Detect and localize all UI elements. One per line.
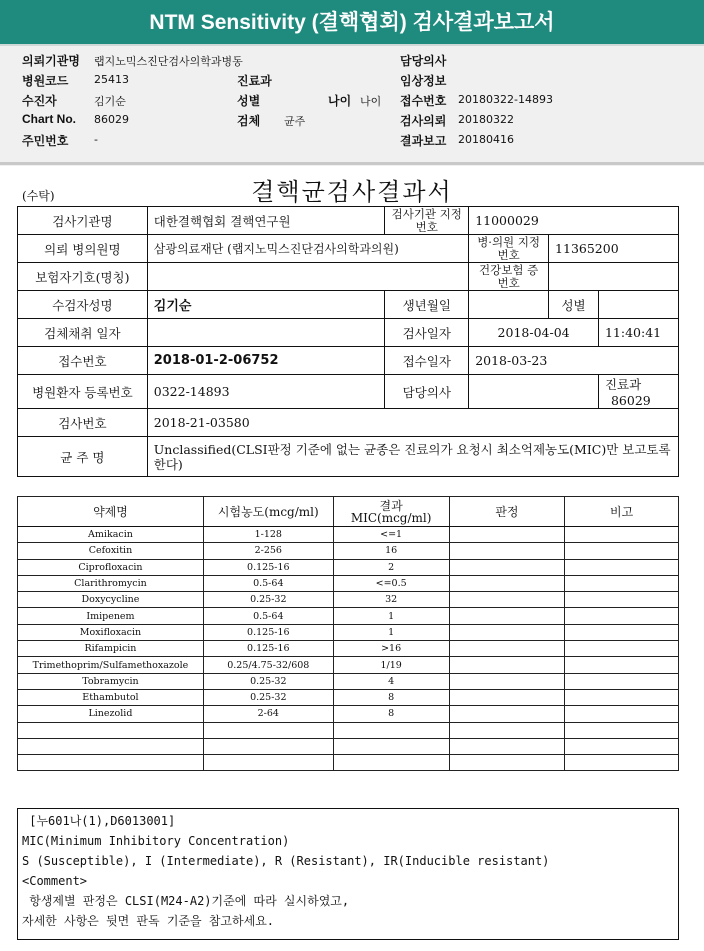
concentration-cell: 0.25/4.75-32/608 bbox=[203, 657, 333, 673]
test-date-label: 검사일자 bbox=[385, 319, 469, 347]
col-header-drug: 약제명 bbox=[18, 497, 204, 527]
mic-cell bbox=[333, 755, 449, 771]
interpretation-cell bbox=[449, 608, 565, 624]
specimen-value: 균주 bbox=[284, 115, 306, 128]
mic-cell bbox=[333, 722, 449, 738]
receipt-date-label: 접수일자 bbox=[385, 347, 469, 375]
table-row bbox=[18, 592, 679, 608]
notes-box bbox=[17, 808, 679, 940]
table-row bbox=[18, 559, 679, 575]
mic-cell: 8 bbox=[333, 689, 449, 705]
test-time-value: 11:40:41 bbox=[598, 319, 678, 347]
drug-name-cell bbox=[18, 755, 204, 771]
remarks-cell bbox=[565, 738, 679, 754]
hospital-id-label: 병·의원 지정번호 bbox=[469, 235, 549, 263]
mic-cell: 32 bbox=[333, 592, 449, 608]
drug-name-cell bbox=[18, 722, 204, 738]
lab-name-label: 검사기관명 bbox=[18, 207, 148, 235]
concentration-cell: 2-256 bbox=[203, 543, 333, 559]
receipt-no-value: 20180322-14893 bbox=[458, 93, 553, 106]
dept-label: 진료과 bbox=[237, 74, 272, 88]
organism-value: Unclassified(CLSI판정 기준에 없는 균종은 진료의가 요청시 최소억제농도(MIC)만 보고토록 한다) bbox=[147, 437, 678, 477]
attending-doctor-value bbox=[469, 375, 599, 409]
notes-comment-line1: 항생제별 판정은 CLSI(M24-A2)기준에 따라 실시하였고, bbox=[22, 894, 350, 908]
table-row bbox=[18, 527, 679, 543]
doctor-label: 담당의사 bbox=[400, 54, 447, 68]
drug-name-cell: Doxycycline bbox=[18, 592, 204, 608]
col-header-concentration: 시험농도(mcg/ml) bbox=[203, 497, 333, 527]
concentration-cell: 0.125-16 bbox=[203, 624, 333, 640]
patient-detail-table bbox=[17, 206, 679, 477]
department-cell bbox=[598, 375, 678, 409]
remarks-cell bbox=[565, 592, 679, 608]
col-header-result: 결과 bbox=[379, 498, 403, 513]
department-label: 진료과 bbox=[604, 377, 642, 392]
insurance-no-value bbox=[549, 263, 679, 291]
remarks-cell bbox=[565, 689, 679, 705]
patient-value: 김기순 bbox=[94, 95, 126, 108]
mic-cell: 2 bbox=[333, 559, 449, 575]
insurance-no-label: 건강보험 증번호 bbox=[469, 263, 549, 291]
table-row bbox=[18, 706, 679, 722]
col-header-remarks: 비고 bbox=[565, 497, 679, 527]
concentration-cell: 0.25-32 bbox=[203, 689, 333, 705]
interpretation-cell bbox=[449, 657, 565, 673]
interpretation-cell bbox=[449, 755, 565, 771]
table-row bbox=[18, 722, 679, 738]
lab-id-value: 11000029 bbox=[469, 207, 679, 235]
table-row bbox=[18, 673, 679, 689]
remarks-cell bbox=[565, 543, 679, 559]
result-document bbox=[0, 166, 704, 951]
examinee-value: 김기순 bbox=[147, 291, 385, 319]
collect-date-value bbox=[147, 319, 385, 347]
hospital-code-label: 병원코드 bbox=[22, 74, 69, 88]
report-date-label: 결과보고 bbox=[400, 134, 447, 148]
remarks-cell bbox=[565, 722, 679, 738]
report-date-value: 20180416 bbox=[458, 133, 514, 146]
lab-id-label: 검사기관 지정번호 bbox=[385, 207, 469, 235]
patient-label: 수진자 bbox=[22, 94, 57, 108]
interpretation-cell bbox=[449, 641, 565, 657]
hospital-label: 의뢰 병의원명 bbox=[18, 235, 148, 263]
drug-name-cell: Moxifloxacin bbox=[18, 624, 204, 640]
gender-label: 성별 bbox=[237, 94, 261, 108]
examinee-label: 수검자성명 bbox=[18, 291, 148, 319]
interpretation-cell bbox=[449, 543, 565, 559]
mic-cell: <=0.5 bbox=[333, 575, 449, 591]
notes-code: [누601나(1),D6013001] bbox=[22, 814, 176, 828]
sex-value bbox=[598, 291, 678, 319]
susceptibility-table bbox=[17, 496, 679, 771]
drug-name-cell: Amikacin bbox=[18, 527, 204, 543]
concentration-cell bbox=[203, 722, 333, 738]
table-row bbox=[18, 543, 679, 559]
table-row bbox=[18, 624, 679, 640]
interpretation-cell bbox=[449, 575, 565, 591]
drug-name-cell: Ethambutol bbox=[18, 689, 204, 705]
drug-name-cell: Imipenem bbox=[18, 608, 204, 624]
mic-cell: <=1 bbox=[333, 527, 449, 543]
concentration-cell bbox=[203, 755, 333, 771]
interpretation-cell bbox=[449, 559, 565, 575]
age-label: 나이 bbox=[328, 94, 352, 108]
dob-value bbox=[469, 291, 549, 319]
hospital-value: 삼광의료재단 (랩지노믹스진단검사의학과의원) bbox=[147, 235, 468, 263]
department-value: 86029 bbox=[610, 393, 651, 408]
organism-label: 균 주 명 bbox=[18, 437, 148, 477]
drug-rows bbox=[18, 527, 679, 771]
lab-name-value: 대한결핵협회 결핵연구원 bbox=[147, 207, 385, 235]
dob-label: 생년월일 bbox=[385, 291, 469, 319]
sex-label: 성별 bbox=[549, 291, 599, 319]
remarks-cell bbox=[565, 527, 679, 543]
col-header-mic bbox=[333, 497, 449, 527]
registration-no-label: 병원환자 등록번호 bbox=[18, 375, 148, 409]
document-title: 결핵균검사결과서 bbox=[251, 178, 453, 206]
receipt-no-label: 접수번호 bbox=[400, 94, 447, 108]
drug-name-cell: Linezolid bbox=[18, 706, 204, 722]
concentration-cell: 0.25-32 bbox=[203, 592, 333, 608]
test-no-label: 검사번호 bbox=[18, 409, 148, 437]
requester-label: 의뢰기관명 bbox=[22, 54, 80, 68]
clinical-info-label: 임상정보 bbox=[400, 74, 447, 88]
concentration-cell: 0.5-64 bbox=[203, 575, 333, 591]
consign-label: (수탁) bbox=[22, 189, 55, 203]
insured-value bbox=[147, 263, 468, 291]
notes-mic-definition: MIC(Minimum Inhibitory Concentration) bbox=[22, 834, 290, 848]
remarks-cell bbox=[565, 657, 679, 673]
chart-no-value: 86029 bbox=[94, 113, 129, 126]
table-row bbox=[18, 575, 679, 591]
interpretation-cell bbox=[449, 706, 565, 722]
section-divider bbox=[0, 162, 704, 165]
concentration-cell: 0.125-16 bbox=[203, 559, 333, 575]
table-row bbox=[18, 641, 679, 657]
hospital-code-value: 25413 bbox=[94, 73, 129, 86]
receipt-label: 접수번호 bbox=[18, 347, 148, 375]
hospital-id-value: 11365200 bbox=[549, 235, 679, 263]
remarks-cell bbox=[565, 755, 679, 771]
receipt-date-value: 2018-03-23 bbox=[469, 347, 679, 375]
interpretation-cell bbox=[449, 689, 565, 705]
drug-name-cell: Ciprofloxacin bbox=[18, 559, 204, 575]
col-header-interpretation: 판정 bbox=[449, 497, 565, 527]
remarks-cell bbox=[565, 706, 679, 722]
mic-cell: 16 bbox=[333, 543, 449, 559]
interpretation-cell bbox=[449, 527, 565, 543]
age-value: 나이 bbox=[360, 95, 382, 108]
chart-no-label: Chart No. bbox=[22, 112, 76, 126]
drug-name-cell: Tobramycin bbox=[18, 673, 204, 689]
drug-name-cell: Cefoxitin bbox=[18, 543, 204, 559]
concentration-cell: 0.125-16 bbox=[203, 641, 333, 657]
mic-cell bbox=[333, 738, 449, 754]
notes-comment-label: <Comment> bbox=[22, 874, 88, 888]
concentration-cell: 2-64 bbox=[203, 706, 333, 722]
table-row bbox=[18, 608, 679, 624]
mic-cell: 8 bbox=[333, 706, 449, 722]
remarks-cell bbox=[565, 673, 679, 689]
registration-no-value: 0322-14893 bbox=[147, 375, 385, 409]
interpretation-cell bbox=[449, 738, 565, 754]
request-date-value: 20180322 bbox=[458, 113, 514, 126]
resident-no-label: 주민번호 bbox=[22, 134, 69, 148]
concentration-cell: 0.25-32 bbox=[203, 673, 333, 689]
specimen-label: 검체 bbox=[237, 114, 261, 128]
drug-name-cell bbox=[18, 738, 204, 754]
drug-name-cell: Clarithromycin bbox=[18, 575, 204, 591]
remarks-cell bbox=[565, 608, 679, 624]
col-header-mic-unit: MIC(mcg/ml) bbox=[350, 510, 432, 525]
mic-cell: 1/19 bbox=[333, 657, 449, 673]
concentration-cell bbox=[203, 738, 333, 754]
receipt-value: 2018-01-2-06752 bbox=[147, 347, 385, 375]
request-date-label: 검사의뢰 bbox=[400, 114, 447, 128]
concentration-cell: 1-128 bbox=[203, 527, 333, 543]
remarks-cell bbox=[565, 575, 679, 591]
attending-doctor-label: 담당의사 bbox=[385, 375, 469, 409]
remarks-cell bbox=[565, 641, 679, 657]
table-row bbox=[18, 689, 679, 705]
table-row bbox=[18, 738, 679, 754]
collect-date-label: 검체채취 일자 bbox=[18, 319, 148, 347]
mic-cell: 1 bbox=[333, 624, 449, 640]
insured-label: 보험자기호(명칭) bbox=[18, 263, 148, 291]
notes-legend: S (Susceptible), I (Intermediate), R (Resistant), IR(Inducible resistant) bbox=[22, 854, 550, 868]
table-row bbox=[18, 657, 679, 673]
interpretation-cell bbox=[449, 722, 565, 738]
mic-cell: 1 bbox=[333, 608, 449, 624]
concentration-cell: 0.5-64 bbox=[203, 608, 333, 624]
interpretation-cell bbox=[449, 673, 565, 689]
remarks-cell bbox=[565, 624, 679, 640]
notes-comment-line2: 자세한 사항은 뒷면 판독 기준을 참고하세요. bbox=[22, 914, 275, 928]
test-date-value: 2018-04-04 bbox=[469, 319, 599, 347]
drug-name-cell: Trimethoprim/Sulfamethoxazole bbox=[18, 657, 204, 673]
remarks-cell bbox=[565, 559, 679, 575]
interpretation-cell bbox=[449, 624, 565, 640]
mic-cell: >16 bbox=[333, 641, 449, 657]
mic-cell: 4 bbox=[333, 673, 449, 689]
table-row bbox=[18, 755, 679, 771]
requester-value: 랩지노믹스진단검사의학과병동 bbox=[94, 55, 243, 68]
report-title: NTM Sensitivity (결핵협회) 검사결과보고서 bbox=[0, 0, 704, 46]
test-no-value: 2018-21-03580 bbox=[147, 409, 678, 437]
drug-name-cell: Rifampicin bbox=[18, 641, 204, 657]
interpretation-cell bbox=[449, 592, 565, 608]
resident-no-value: - bbox=[94, 133, 98, 146]
